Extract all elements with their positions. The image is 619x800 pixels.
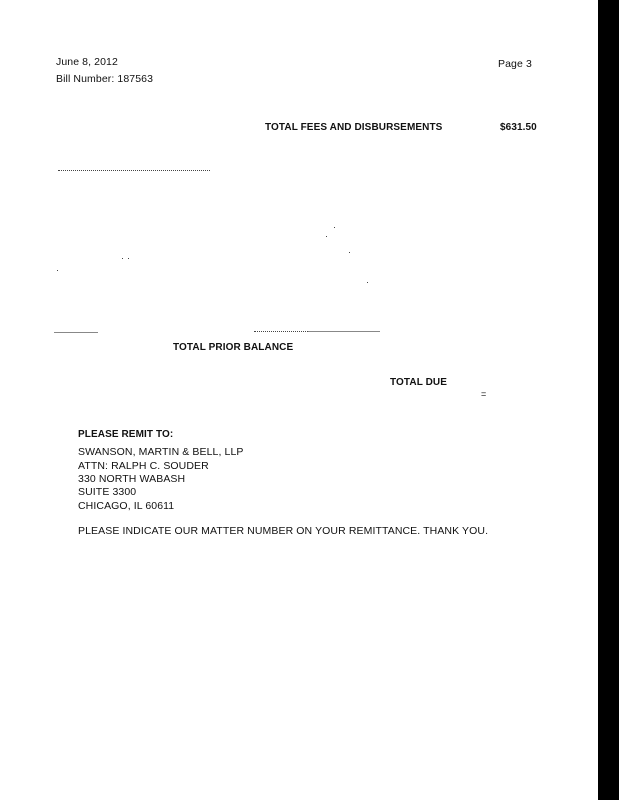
scan-speck [326,236,327,237]
remit-street: 330 NORTH WABASH [78,473,186,485]
scan-speck [367,282,368,283]
total-fees-label: TOTAL FEES AND DISBURSEMENTS [265,122,443,133]
bill-number: Bill Number: 187563 [56,73,154,85]
total-due-mark: = [481,389,487,399]
total-fees-amount: $631.50 [500,122,537,133]
remit-city: CHICAGO, IL 60611 [78,500,175,512]
scan-speck [128,258,129,259]
remit-firm: SWANSON, MARTIN & BELL, LLP [78,446,244,458]
page-number: Page 3 [498,58,532,70]
total-due-label: TOTAL DUE [390,377,448,388]
faint-underline [308,331,380,332]
faint-underline [54,332,98,333]
remit-suite: SUITE 3300 [78,486,137,498]
scan-edge-shadow [598,0,619,800]
remit-heading: PLEASE REMIT TO: [78,429,174,440]
faint-scan-line [58,170,210,172]
invoice-date: June 8, 2012 [56,56,118,68]
scan-speck [349,252,350,253]
total-prior-balance-label: TOTAL PRIOR BALANCE [173,342,294,353]
scan-speck [122,258,123,259]
scan-speck [334,227,335,228]
scan-speck [57,270,58,271]
remittance-note: PLEASE INDICATE OUR MATTER NUMBER ON YOUR REMITTANCE. THANK YOU. [78,525,489,537]
remit-attn: ATTN: RALPH C. SOUDER [78,460,209,472]
faint-underline [254,331,308,333]
